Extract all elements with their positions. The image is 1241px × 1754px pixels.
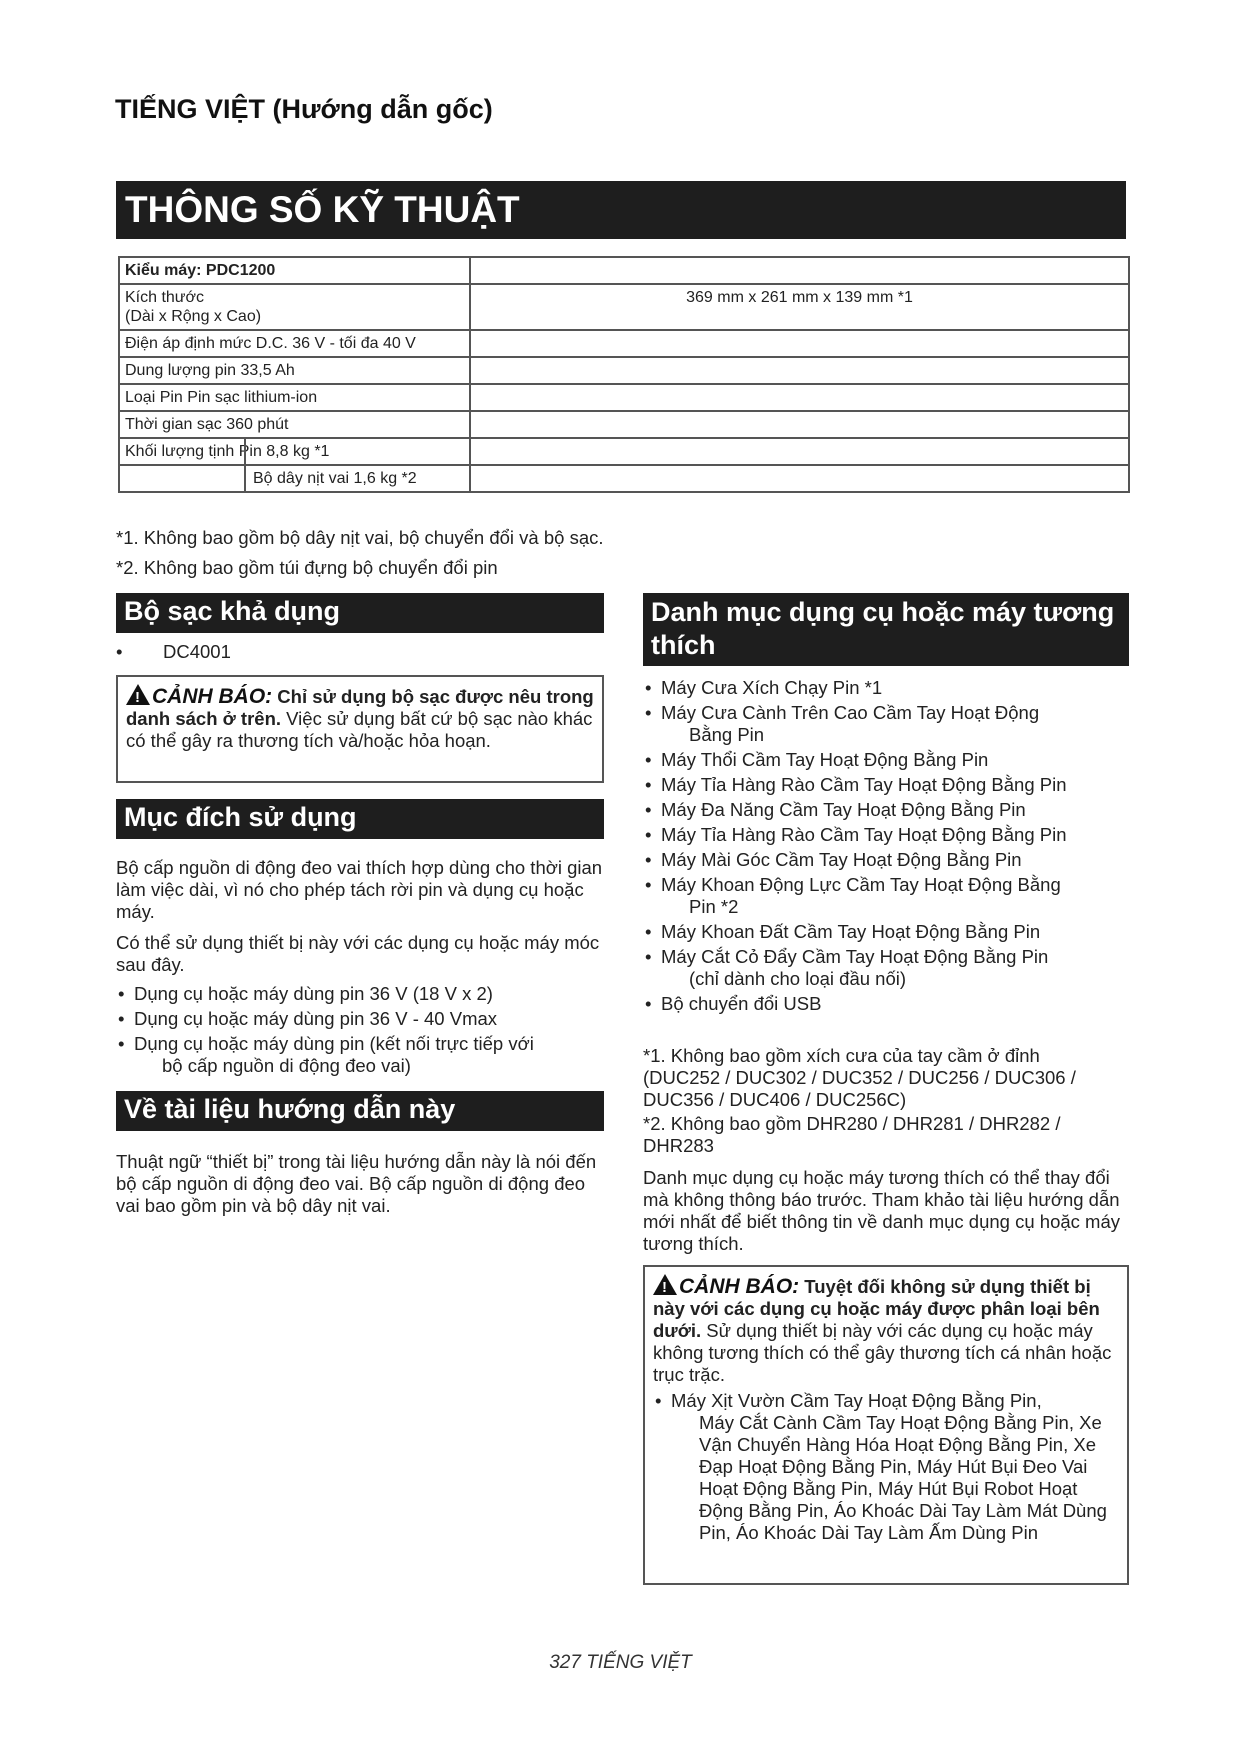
list-item: • Máy Cưa Xích Chạy Pin *1 — [643, 677, 1129, 699]
list-item: • Dụng cụ hoặc máy dùng pin (kết nối trực tiếp với bộ cấp nguồn di động đeo vai) — [116, 1033, 604, 1077]
capacity-label: Dung lượng pin 33,5 Ah — [119, 357, 470, 384]
list-item: • Máy Khoan Động Lực Cầm Tay Hoạt Động Bằng Pin *2 — [643, 874, 1129, 918]
charge-time-label: Thời gian sạc 360 phút — [119, 411, 470, 438]
intended-use-para-2: Có thể sử dụng thiết bị này với các dụng cụ hoặc máy móc sau đây. — [116, 932, 600, 975]
specs-title: THÔNG SỐ KỸ THUẬT — [116, 181, 1126, 239]
list-item: • Dụng cụ hoặc máy dùng pin 36 V (18 V x 2) — [116, 983, 604, 1005]
warning-icon — [126, 684, 150, 705]
charger-warning-box: !CẢNH BÁO: Chỉ sử dụng bộ sạc được nêu trong danh sách ở trên. Việc sử dụng bất cứ bộ sạc nào khác có thể gây ra thương tích và/hoặc hỏa hoạn. — [116, 675, 604, 783]
intended-use-list — [116, 983, 604, 1080]
table-row — [119, 257, 1129, 284]
warning-label: CẢNH BÁO: — [679, 1275, 800, 1298]
compatible-warning-box: !CẢNH BÁO: Tuyệt đối không sử dụng thiết bị này với các dụng cụ hoặc máy được phân loại bên dưới. Sử dụng thiết bị này với các dụng cụ hoặc máy không tương thích có thể gây thương tích cá nhân hoặc trục trặc. • Máy Xịt Vườn Cầm Tay Hoạt Động Bằng Pin, Máy Cắt Cành Cầm Tay Hoạt Động Bằng Pin, Xe Vận Chuyển Hàng Hóa Hoạt Động Bằng Pin, Xe Đạp Hoạt Động Bằng Pin, Máy Hút Bụi Đeo Vai Hoạt Động Bằng Pin, Máy Hút Bụi Robot Hoạt Động Bằng Pin, Áo Khoác Dài Tay Làm Mát Dùng Pin, Áo Khoác Dài Tay Làm Ấm Dùng Pin — [643, 1265, 1129, 1585]
list-item: • Máy Khoan Đất Cầm Tay Hoạt Động Bằng Pin — [643, 921, 1129, 943]
voltage-label: Điện áp định mức D.C. 36 V - tối đa 40 V — [119, 330, 470, 357]
language-title: TIẾNG VIỆT (Hướng dẫn gốc) — [115, 94, 493, 124]
table-row — [119, 284, 1129, 330]
list-item: • Máy Cưa Cành Trên Cao Cầm Tay Hoạt Động Bằng Pin — [643, 702, 1129, 746]
table-row — [119, 465, 1129, 492]
table-row — [119, 357, 1129, 384]
compatible-note-2: *2. Không bao gồm DHR280 / DHR281 / DHR282 / DHR283 — [643, 1113, 1061, 1156]
list-item: • Máy Tỉa Hàng Rào Cầm Tay Hoạt Động Bằng Pin — [643, 824, 1129, 846]
spec-note-2: *2. Không bao gồm túi đựng bộ chuyển đổi pin — [116, 557, 498, 578]
list-item: • Máy Cắt Cỏ Đẩy Cầm Tay Hoạt Động Bằng Pin (chỉ dành cho loại đầu nối) — [643, 946, 1129, 990]
intended-use-para-1: Bộ cấp nguồn di động đeo vai thích hợp dùng cho thời gian làm việc dài, vì nó cho phép tách rời pin và dụng cụ hoặc máy. — [116, 857, 603, 922]
about-manual-title: Về tài liệu hướng dẫn này — [116, 1091, 604, 1131]
compatible-list — [643, 677, 1129, 1018]
table-row — [119, 384, 1129, 411]
incompatible-list — [653, 1390, 1119, 1544]
page-footer: 327 TIẾNG VIỆT — [549, 1652, 692, 1673]
model-label: Kiểu máy: PDC1200 — [119, 257, 470, 284]
list-item: • Dụng cụ hoặc máy dùng pin 36 V - 40 Vmax — [116, 1008, 604, 1030]
list-item: • Máy Tỉa Hàng Rào Cầm Tay Hoạt Động Bằng Pin — [643, 774, 1129, 796]
charger-list: • DC4001 — [116, 641, 231, 662]
list-item: • Máy Đa Năng Cầm Tay Hoạt Động Bằng Pin — [643, 799, 1129, 821]
table-row — [119, 330, 1129, 357]
compatible-para: Danh mục dụng cụ hoặc máy tương thích có thể thay đổi mà không thông báo trước. Tham khảo tài liệu hướng dẫn mới nhất để biết thông tin về danh mục dụng cụ hoặc máy tương thích. — [643, 1167, 1120, 1254]
table-row — [119, 411, 1129, 438]
list-item: • Máy Thổi Cầm Tay Hoạt Động Bằng Pin — [643, 749, 1129, 771]
dimensions-label: Kích thước (Dài x Rộng x Cao) — [119, 284, 470, 330]
about-manual-text: Thuật ngữ “thiết bị” trong tài liệu hướng dẫn này là nói đến bộ cấp nguồn di động đeo vai. Bộ cấp nguồn di động đeo vai bao gồm pin và bộ dây nịt vai. — [116, 1151, 597, 1216]
harness-weight-label: Bộ dây nịt vai 1,6 kg *2 — [119, 465, 470, 492]
dimensions-value: 369 mm x 261 mm x 139 mm *1 — [470, 284, 1129, 330]
warning-icon — [653, 1274, 677, 1295]
list-item: • Bộ chuyển đổi USB — [643, 993, 1129, 1015]
warning-label: CẢNH BÁO: — [152, 685, 273, 708]
list-item: • Máy Xịt Vườn Cầm Tay Hoạt Động Bằng Pin, Máy Cắt Cành Cầm Tay Hoạt Động Bằng Pin, Xe Vận Chuyển Hàng Hóa Hoạt Động Bằng Pin, Xe Đạp Hoạt Động Bằng Pin, Máy Hút Bụi Đeo Vai Hoạt Động Bằng Pin, Máy Hút Bụi Robot Hoạt Động Bằng Pin, Áo Khoác Dài Tay Làm Mát Dùng Pin, Áo Khoác Dài Tay Làm Ấm Dùng Pin — [653, 1390, 1119, 1544]
compatible-note-1: *1. Không bao gồm xích cưa của tay cầm ở đỉnh (DUC252 / DUC302 / DUC352 / DUC256 / DUC306 / DUC356 / DUC406 / DUC256C) — [643, 1045, 1076, 1110]
compatible-section-title: Danh mục dụng cụ hoặc máy tương thích — [643, 593, 1129, 666]
charger-item: DC4001 — [163, 641, 231, 662]
list-item: • Máy Mài Góc Cầm Tay Hoạt Động Bằng Pin — [643, 849, 1129, 871]
net-weight-label: Khối lượng tịnh Pin 8,8 kg *1 — [119, 438, 470, 465]
specs-table — [118, 256, 1130, 493]
intended-use-title: Mục đích sử dụng — [116, 799, 604, 839]
charger-section-title: Bộ sạc khả dụng — [116, 593, 604, 633]
battery-type-label: Loại Pin Pin sạc lithium-ion — [119, 384, 470, 411]
spec-note-1: *1. Không bao gồm bộ dây nịt vai, bộ chuyển đổi và bộ sạc. — [116, 527, 604, 548]
table-row — [119, 438, 1129, 465]
